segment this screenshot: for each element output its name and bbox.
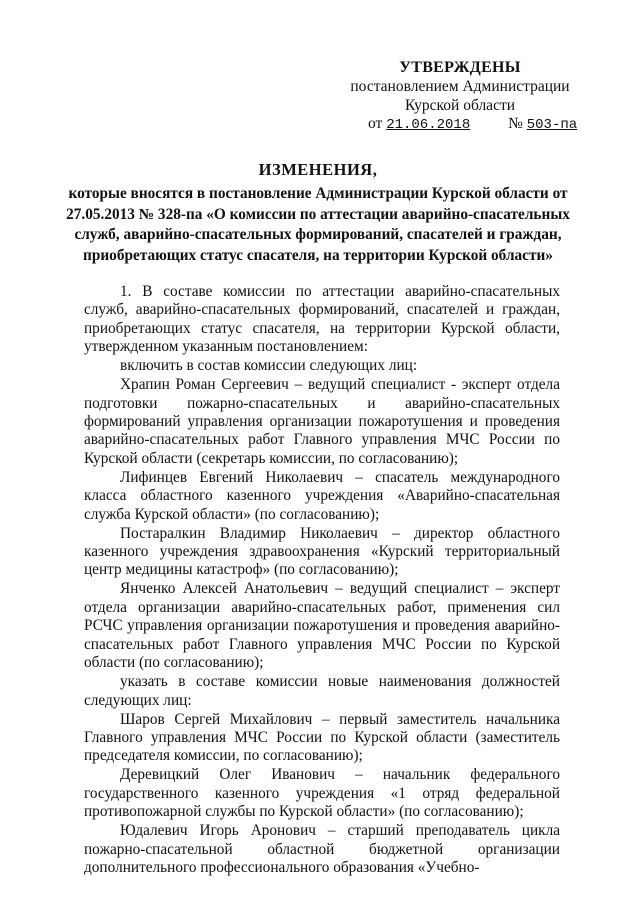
- document-body: [84, 283, 560, 877]
- paragraph: Постаралкин Владимир Николаевич – директор областного казенного учреждения здравоохранения «Курский территориальный центр медицины катастроф» (по согласованию);: [84, 524, 560, 579]
- paragraph: Янченко Алексей Анатольевич – ведущий специалист – эксперт отдела организации аварийно-спасательных работ, применения сил РСЧС управления организации пожаротушения и проведения аварийно-спасательных работ Главного управления МЧС России по Курской области (по согласованию);: [84, 580, 560, 672]
- paragraph: включить в состав комиссии следующих лиц:: [120, 357, 418, 375]
- paragraph: Храпин Роман Сергеевич – ведущий специалист - эксперт отдела подготовки пожарно-спасательных и аварийно-спасательных формирований управления организации пожаротушения и проведения аварийно-спасательных работ Главного управления МЧС России по Курской области (секретарь комиссии, по согласованию);: [84, 376, 560, 467]
- approval-title: УТВЕРЖДЕНЫ: [399, 59, 521, 76]
- heading-subtitle: которые вносятся в постановление Администрации Курской области от 27.05.2013 № 328-па «О комиссии по аттестации аварийно-спасательных служб, аварийно-спасательных формирований, спасателей и граждан, приобретающих статус спасателя, на территории Курской области»: [66, 185, 570, 264]
- approval-date: 21.06.2018: [386, 117, 471, 133]
- heading-title: ИЗМЕНЕНИЯ,: [258, 160, 378, 179]
- paragraph: Лифинцев Евгений Николаевич – спасатель международного класса областного казенного учреждения «Аварийно-спасательная служба Курской области» (по согласованию);: [84, 468, 560, 523]
- paragraph: Деревицкий Олег Иванович – начальник федерального государственного казенного учреждения «1 отряд федеральной противопожарной службы по Курской области» (по согласованию);: [84, 766, 560, 821]
- number-prefix: №: [508, 115, 523, 132]
- date-prefix: от: [368, 115, 383, 132]
- approval-stamp: [330, 58, 590, 115]
- approval-line-2: Курской области: [404, 97, 516, 114]
- document-heading: [60, 160, 576, 266]
- approval-number: 503-па: [526, 117, 578, 133]
- paragraph: указать в составе комиссии новые наименования должностей следующих лиц:: [84, 673, 560, 709]
- approval-date-row: [368, 114, 638, 135]
- paragraph: 1. В составе комиссии по аттестации аварийно-спасательных служб, аварийно-спасательных формирований, спасателей и граждан, приобретающих статус спасателя, на территории Курской области, утвержденном указанным постановлением:: [84, 283, 560, 356]
- approval-line-1: постановлением Администрации: [350, 78, 570, 95]
- paragraph: Шаров Сергей Михайлович – первый заместитель начальника Главного управления МЧС России по Курской области (заместитель председателя комиссии, по согласованию);: [84, 710, 560, 765]
- paragraph: Юдалевич Игорь Аронович – старший преподаватель цикла пожарно-спасательной областной бюджетной организации дополнительного профессионального образования «Учебно-: [84, 822, 560, 876]
